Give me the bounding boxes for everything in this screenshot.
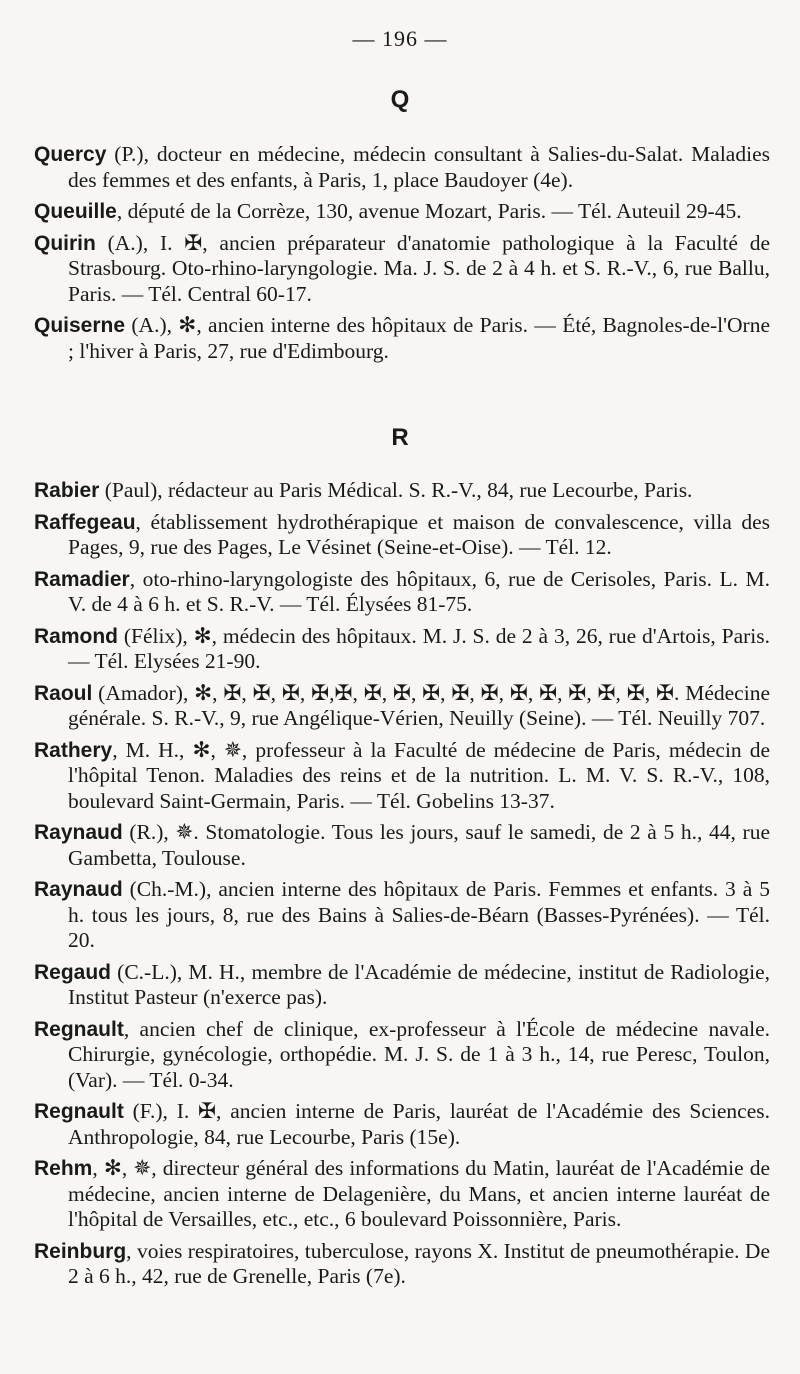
entry-name: Ramond xyxy=(34,624,118,648)
entry-name: Quirin xyxy=(34,231,96,255)
entry-name: Rathery xyxy=(34,738,113,762)
entry-text: (Félix), ✻, médecin des hôpitaux. M. J. S. de 2 à 3, 26, rue d'Artois, Paris. — Tél. Elysées 21-90. xyxy=(68,623,770,673)
entry-name: Queuille xyxy=(34,200,117,223)
entry-name: Raffegeau xyxy=(34,510,136,534)
directory-entry xyxy=(34,1099,770,1150)
entry-name: Raynaud xyxy=(34,821,123,844)
directory-entry xyxy=(34,1239,770,1290)
entry-text: (A.), I. ✠, ancien préparateur d'anatomie pathologique à la Faculté de Strasbourg. Oto-rhino-laryngologie. Ma. J. S. de 2 à 4 h. et S. R.-V., 6, rue Ballu, Paris. — Tél. Central 60-17. xyxy=(68,230,770,306)
directory-entry xyxy=(34,681,770,732)
entry-name: Quercy xyxy=(34,143,107,166)
section-letter-r: R xyxy=(391,424,409,451)
entry-name: Raoul xyxy=(34,681,93,705)
entry-text: , établissement hydrothérapique et maison de convalescence, villa des Pages, 9, rue des Pages, Le Vésinet (Seine-et-Oise). — Tél. 12. xyxy=(68,509,770,559)
entry-name: Regaud xyxy=(34,960,112,984)
page-number: — 196 — xyxy=(352,26,448,51)
entry-text: , député de la Corrèze, 130, avenue Mozart, Paris. — Tél. Auteuil 29-45. xyxy=(116,199,742,223)
entry-name: Rehm xyxy=(34,1157,93,1180)
entry-text: (R.), ✵. Stomatologie. Tous les jours, sauf le samedi, de 2 à 5 h., 44, rue Gambetta, Toulouse. xyxy=(68,820,770,870)
directory-entry xyxy=(34,624,770,675)
directory-entry xyxy=(34,1156,770,1233)
entry-text: , oto-rhino-laryngologiste des hôpitaux, 6, rue de Cerisoles, Paris. L. M. V. de 4 à 6 h. et S. R.-V. — Tél. Élysées 81-75. xyxy=(68,566,770,616)
section-q xyxy=(34,142,770,370)
entry-name: Reinburg xyxy=(34,1239,127,1263)
entry-text: (F.), I. ✠, ancien interne de Paris, lauréat de l'Académie des Sciences. Anthropologie, 84, rue Lecourbe, Paris (15e). xyxy=(68,1099,770,1149)
section-r xyxy=(34,478,770,1296)
directory-entry xyxy=(34,877,770,954)
entry-text: , ✻, ✵, directeur général des informations du Matin, lauréat de l'Académie de médecine, ancien interne de Delagenière, du Mans, et ancien interne lauréat de l'hôpital de Versailles, etc., etc., 6 boulevard Poissonnière, Paris. xyxy=(68,1156,770,1231)
entry-name: Ramadier xyxy=(34,567,130,591)
directory-entry xyxy=(34,1017,770,1094)
directory-entry xyxy=(34,231,770,308)
directory-entry xyxy=(34,820,770,871)
entry-text: , M. H., ✻, ✵, professeur à la Faculté de médecine de Paris, médecin de l'hôpital Tenon. Maladies des reins et de la nutrition. L. M. V. S. R.-V., 108, boulevard Saint-Germain, Paris. — Tél. Gobelins 13-37. xyxy=(68,737,770,813)
entry-text: (Ch.-M.), ancien interne des hôpitaux de Paris. Femmes et enfants. 3 à 5 h. tous les jours, 8, rue des Bains à Salies-de-Béarn (Basses-Pyrénées). — Tél. 20. xyxy=(68,877,770,952)
entry-text: , ancien chef de clinique, ex-professeur à l'École de médecine navale. Chirurgie, gynécologie, orthopédie. M. J. S. de 1 à 3 h., 14, rue Peresc, Toulon, (Var). — Tél. 0-34. xyxy=(68,1016,770,1092)
entry-text: (Paul), rédacteur au Paris Médical. S. R.-V., 84, rue Lecourbe, Paris. xyxy=(99,478,693,502)
entry-text: (Amador), ✻, ✠, ✠, ✠, ✠,✠, ✠, ✠, ✠, ✠, ✠, ✠, ✠, ✠, ✠, ✠, ✠. Médecine générale. S. R.-V., 9, rue Angélique-Vérien, Neuilly (Seine). — Tél. Neuilly 707. xyxy=(68,680,770,730)
entry-text: (P.), docteur en médecine, médecin consultant à Salies-du-Salat. Maladies des femmes et des enfants, à Paris, 1, place Baudoyer (4e). xyxy=(68,142,770,192)
section-letter-q: Q xyxy=(390,86,410,113)
entry-name: Regnault xyxy=(34,1100,124,1123)
directory-entry xyxy=(34,478,770,504)
directory-entry xyxy=(34,738,770,815)
entry-text: (A.), ✻, ancien interne des hôpitaux de Paris. — Été, Bagnoles-de-l'Orne ; l'hiver à Paris, 27, rue d'Edimbourg. xyxy=(68,313,770,363)
directory-entry xyxy=(34,567,770,618)
directory-entry xyxy=(34,199,770,225)
entry-text: , voies respiratoires, tuberculose, rayons X. Institut de pneumothérapie. De 2 à 6 h., 42, rue de Grenelle, Paris (7e). xyxy=(68,1238,770,1288)
entry-name: Regnault xyxy=(34,1017,124,1041)
entry-text: (C.-L.), M. H., membre de l'Académie de médecine, institut de Radiologie, Institut Pasteur (n'exerce pas). xyxy=(68,959,770,1009)
directory-entry xyxy=(34,142,770,193)
directory-entry xyxy=(34,960,770,1011)
entry-name: Rabier xyxy=(34,479,100,502)
entry-name: Raynaud xyxy=(34,878,123,901)
entry-name: Quiserne xyxy=(34,314,126,337)
directory-entry xyxy=(34,510,770,561)
directory-entry xyxy=(34,313,770,364)
